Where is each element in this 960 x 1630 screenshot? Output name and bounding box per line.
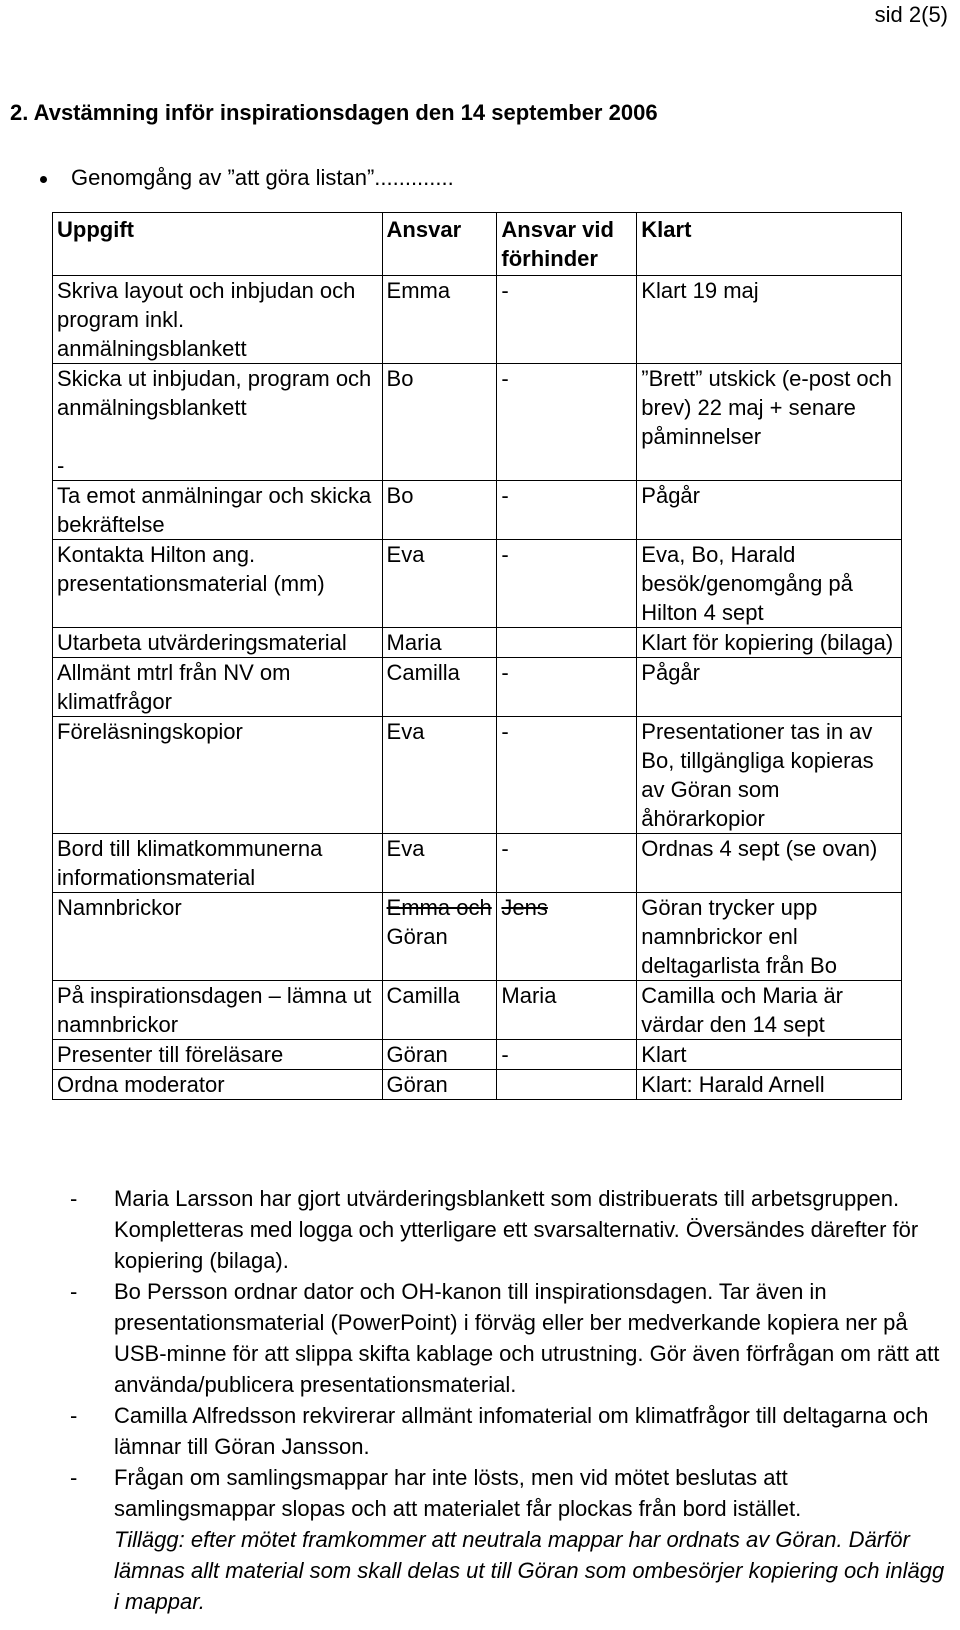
struck-backup: Jens: [501, 895, 548, 920]
bullet-text: Genomgång av ”att göra listan”.............: [71, 165, 454, 190]
note-item: [70, 1276, 955, 1400]
responsible-cell: Camilla: [382, 658, 497, 717]
task-cell: Skriva layout och inbjudan och program inkl. anmälningsblankett: [53, 276, 383, 364]
backup-cell: -: [497, 658, 637, 717]
done-cell: Camilla och Maria är värdar den 14 sept: [637, 981, 902, 1040]
table-row: [53, 834, 902, 893]
task-cell: Allmänt mtrl från NV om klimatfrågor: [53, 658, 383, 717]
task-cell: Föreläsningskopior: [53, 717, 383, 834]
table-row: [53, 658, 902, 717]
task-cell: Kontakta Hilton ang. presentationsmaterial (mm): [53, 540, 383, 628]
note-text: Bo Persson ordnar dator och OH-kanon till inspirationsdagen. Tar även in presentationsmaterial (PowerPoint) i förväg eller ber medverkande kopiera ner på USB-minne för att slippa skifta kablage och utrustning. Gör även förfrågan om rätt att använda/publicera presentationsmaterial.: [114, 1279, 940, 1397]
done-cell: Eva, Bo, Harald besök/genomgång på Hilton 4 sept: [637, 540, 902, 628]
backup-cell: Maria: [497, 981, 637, 1040]
responsible-cell: Göran: [382, 1040, 497, 1070]
bullet-item: [40, 165, 454, 191]
done-cell: ”Brett” utskick (e-post och brev) 22 maj + senare påminnelser: [637, 364, 902, 481]
note-dash: -: [70, 1186, 78, 1211]
note-dash: -: [70, 1279, 78, 1304]
task-cell: På inspirationsdagen – lämna ut namnbrickor: [53, 981, 383, 1040]
table-row: [53, 276, 902, 364]
responsible-cell: Eva: [382, 717, 497, 834]
task-table: [52, 212, 902, 1100]
task-cell: Ordna moderator: [53, 1070, 383, 1100]
task-cell: Utarbeta utvärderingsmaterial: [53, 628, 383, 658]
responsible-cell: Bo: [382, 364, 497, 481]
done-cell: Ordnas 4 sept (se ovan): [637, 834, 902, 893]
backup-cell: -: [497, 717, 637, 834]
note-item: [70, 1462, 955, 1617]
table-row: [53, 628, 902, 658]
note-item: [70, 1183, 955, 1276]
note-dash: -: [70, 1465, 78, 1490]
backup-cell: [497, 628, 637, 658]
responsible-cell: Göran: [382, 1070, 497, 1100]
responsible-cell: Emma: [382, 276, 497, 364]
done-cell: Presentationer tas in av Bo, tillgängliga kopieras av Göran som åhörarkopior: [637, 717, 902, 834]
backup-cell: -: [497, 540, 637, 628]
responsible-cell: Camilla: [382, 981, 497, 1040]
note-dash: -: [70, 1403, 78, 1428]
header-responsible: Ansvar: [382, 213, 497, 276]
struck-responsible: Emma och: [386, 895, 492, 920]
backup-cell: -: [497, 834, 637, 893]
responsible-cell: Maria: [382, 628, 497, 658]
done-cell: Pågår: [637, 658, 902, 717]
responsible-cell: Eva: [382, 540, 497, 628]
backup-cell: -: [497, 1040, 637, 1070]
done-cell: Göran trycker upp namnbrickor enl deltagarlista från Bo: [637, 893, 902, 981]
task-cell: Presenter till föreläsare: [53, 1040, 383, 1070]
table-row: [53, 1070, 902, 1100]
notes-list: [70, 1183, 955, 1617]
task-cell: Bord till klimatkommunerna informationsmaterial: [53, 834, 383, 893]
task-cell: Skicka ut inbjudan, program och anmälningsblankett -: [53, 364, 383, 481]
header-backup: Ansvar vid förhinder: [497, 213, 637, 276]
note-addendum: Tillägg: efter mötet framkommer att neutrala mappar har ordnats av Göran. Därför lämnas allt material som skall delas ut till Göran som ombesörjer kopiering och inlägg i mappar.: [114, 1527, 945, 1614]
done-cell: Pågår: [637, 481, 902, 540]
table-row: [53, 981, 902, 1040]
task-cell: Ta emot anmälningar och skicka bekräftelse: [53, 481, 383, 540]
note-text: Maria Larsson har gjort utvärderingsblankett som distribuerats till arbetsgruppen. Kompletteras med logga och ytterligare ett svarsalternativ. Översändes därefter för kopiering (bilaga).: [114, 1186, 919, 1273]
note-text: Camilla Alfredsson rekvirerar allmänt infomaterial om klimatfrågor till deltagarna och lämnar till Göran Jansson.: [114, 1403, 929, 1459]
section-heading: 2. Avstämning inför inspirationsdagen den 14 september 2006: [10, 100, 658, 125]
task-cell: Namnbrickor: [53, 893, 383, 981]
responsible-cell: Eva: [382, 834, 497, 893]
done-cell: Klart 19 maj: [637, 276, 902, 364]
table-row: [53, 717, 902, 834]
backup-cell: [497, 893, 637, 981]
table-row: [53, 481, 902, 540]
responsible-cell: Bo: [382, 481, 497, 540]
done-cell: Klart: [637, 1040, 902, 1070]
backup-cell: -: [497, 276, 637, 364]
note-item: [70, 1400, 955, 1462]
backup-cell: [497, 1070, 637, 1100]
note-text: Frågan om samlingsmappar har inte lösts, men vid mötet beslutas att samlingsmappar slopas och att materialet får plockas från bord istället.: [114, 1465, 802, 1521]
responsible-name: Göran: [386, 924, 448, 949]
table-row: [53, 540, 902, 628]
bullet-dot-icon: [40, 176, 47, 183]
backup-cell: -: [497, 481, 637, 540]
done-cell: Klart: Harald Arnell: [637, 1070, 902, 1100]
done-cell: Klart för kopiering (bilaga): [637, 628, 902, 658]
table-row: [53, 893, 902, 981]
header-task: Uppgift: [53, 213, 383, 276]
table-header-row: [53, 213, 902, 276]
backup-cell: -: [497, 364, 637, 481]
page-number: sid 2(5): [874, 2, 948, 27]
header-done: Klart: [637, 213, 902, 276]
table-row: [53, 1040, 902, 1070]
responsible-cell: [382, 893, 497, 981]
table-row: [53, 364, 902, 481]
